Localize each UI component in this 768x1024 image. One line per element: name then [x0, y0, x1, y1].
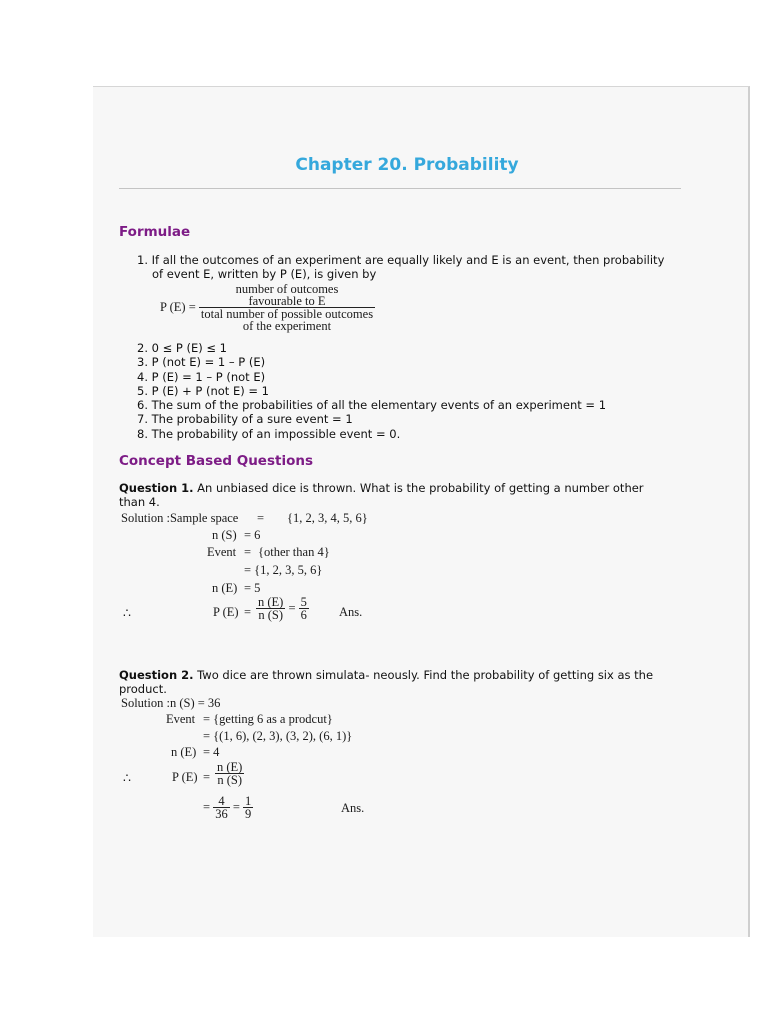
- formula-item: 5. P (E) + P (not E) = 1: [137, 383, 269, 398]
- question-2-label: Question 2.: [119, 668, 194, 682]
- question-2-text-line-2: product.: [119, 682, 167, 696]
- formula-denominator: [199, 308, 375, 332]
- question-1-text: An unbiased dice is thrown. What is the probability of getting a number other: [193, 481, 644, 495]
- denominator-line-1: total number of possible outcomes: [200, 307, 374, 321]
- q1-frac-num: n (E): [258, 595, 284, 609]
- q2-result-equals-2: =: [232, 800, 240, 814]
- q2-value-num: 4: [213, 795, 230, 808]
- q2-result: [203, 795, 253, 820]
- formula-list: [137, 341, 606, 441]
- q1-nE: n (E): [212, 581, 238, 595]
- q1-event-label: Event: [207, 545, 237, 559]
- q2-therefore-symbol: ∴: [123, 771, 131, 785]
- q1-event-desc: {other than 4}: [258, 545, 330, 559]
- q1-frac-nE-nS: [256, 596, 285, 621]
- q2-nE: n (E): [171, 745, 197, 759]
- formula-fraction: [199, 283, 375, 332]
- formula-item-1-line-1: 1. If all the outcomes of an experiment are equally likely and E is an event, then probability: [137, 253, 665, 267]
- q2-fraction: [215, 761, 244, 786]
- formula-item: 3. P (not E) = 1 – P (E): [137, 355, 266, 370]
- question-2: [119, 668, 653, 682]
- q2-pE: P (E): [172, 770, 198, 784]
- q1-event-set: = {1, 2, 3, 5, 6}: [244, 563, 323, 577]
- q1-frac-den: n (S): [258, 608, 283, 622]
- q2-event-desc: = {getting 6 as a prodcut}: [203, 712, 333, 726]
- q1-answer-label: Ans.: [339, 605, 363, 619]
- formulae-heading: Formulae: [119, 224, 191, 240]
- q2-answer-label: Ans.: [341, 801, 365, 815]
- formula-lhs: P (E) =: [160, 300, 196, 314]
- q2-result-den: 9: [245, 807, 252, 821]
- denominator-line-2: of the experiment: [242, 319, 332, 333]
- formula-numerator: [199, 283, 375, 308]
- q2-event-label: Event: [166, 712, 196, 726]
- q1-value-den: 6: [300, 608, 307, 622]
- q2-frac-nE-nS: [215, 761, 244, 786]
- q2-frac-num: n (E): [217, 760, 243, 774]
- q1-sample-space: {1, 2, 3, 4, 5, 6}: [287, 511, 368, 525]
- q1-equals: =: [257, 511, 265, 525]
- numerator-line-1: number of outcomes: [235, 282, 339, 296]
- q1-value-num: 5: [300, 595, 307, 609]
- q1-nS-value: = 6: [244, 528, 261, 542]
- q2-event-set: = {(1, 6), (2, 3), (3, 2), (6, 1)}: [203, 729, 353, 743]
- q2-solution-line-1: Solution :n (S) = 36: [121, 696, 221, 710]
- formula-item: 6. The sum of the probabilities of all the elementary events of an experiment = 1: [137, 398, 607, 413]
- probability-formula: [160, 283, 375, 332]
- q2-frac-den: n (S): [217, 773, 242, 787]
- formula-item: 7. The probability of a sure event = 1: [137, 412, 353, 427]
- chapter-title: Chapter 20. Probability: [295, 155, 519, 175]
- question-2-text: Two dice are thrown simulata- neously. Find the probability of getting six as the: [193, 668, 654, 682]
- q1-pE-equals: =: [244, 605, 252, 619]
- formula-item-1-line-2: of event E, written by P (E), is given by: [152, 267, 377, 281]
- q2-value-frac: [213, 795, 230, 820]
- question-1-text-line-2: than 4.: [119, 495, 160, 509]
- question-1-label: Question 1.: [119, 481, 194, 495]
- q2-pE-equals: =: [203, 770, 211, 784]
- formula-item: 8. The probability of an impossible event = 0.: [137, 426, 401, 441]
- q1-event-equals: =: [244, 545, 252, 559]
- q1-therefore-symbol: ∴: [123, 606, 131, 620]
- q1-frac-equals: =: [288, 601, 296, 615]
- formula-item: 4. P (E) = 1 – P (not E): [137, 369, 266, 384]
- q1-nS: n (S): [212, 528, 237, 542]
- numerator-line-2: favourable to E: [248, 294, 326, 308]
- title-divider: [119, 188, 681, 189]
- concept-heading: Concept Based Questions: [119, 453, 314, 469]
- q2-result-equals: =: [203, 800, 211, 814]
- q1-frac-value: [299, 596, 309, 621]
- q1-nE-value: = 5: [244, 581, 261, 595]
- q2-result-frac: [243, 795, 253, 820]
- question-1: [119, 481, 644, 495]
- q1-fraction: [256, 596, 309, 621]
- q2-value-den: 36: [215, 807, 228, 821]
- q2-nE-value: = 4: [203, 745, 220, 759]
- q2-result-num: 1: [245, 794, 252, 808]
- q1-pE: P (E): [213, 605, 239, 619]
- formula-item: 2. 0 ≤ P (E) ≤ 1: [137, 341, 227, 355]
- q1-solution-intro: Solution :Sample space: [121, 511, 239, 525]
